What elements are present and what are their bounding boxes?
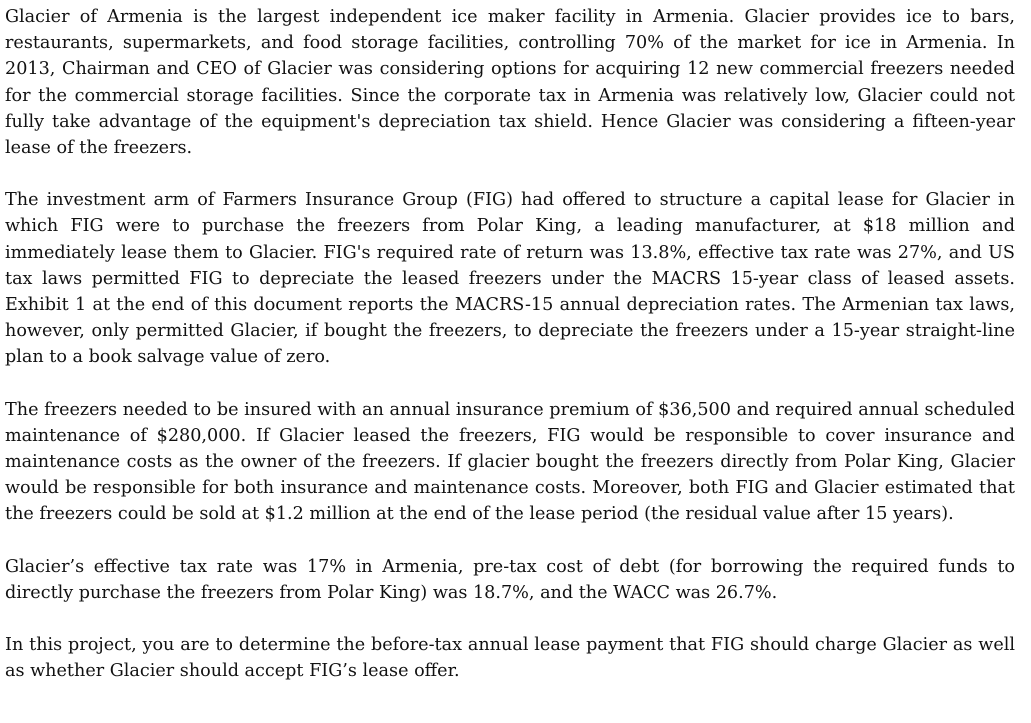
paragraph-insurance-maintenance: The freezers needed to be insured with an annual insurance premium of $36,500 and required annual scheduled maintenance of $280,000. If Glacier leased the freezers, FIG would be responsible to cover insurance and maintenance costs as the owner of the freezers. If glacier bought the freezers directly from Polar King, Glacier would be responsible for both insurance and maintenance costs. Moreover, both FIG and Glacier estimated that the freezers could be sold at $1.2 million at the end of the lease period (the residual value after 15 years).	[5, 399, 1015, 525]
document-body	[5, 4, 1015, 684]
paragraph-lease-offer: The investment arm of Farmers Insurance Group (FIG) had offered to structure a capital lease for Glacier in which FIG were to purchase the freezers from Polar King, a leading manufacturer, at $18 million and immediately lease them to Glacier. FIG's required rate of return was 13.8%, effective tax rate was 27%, and US tax laws permitted FIG to depreciate the leased freezers under the MACRS 15-year class of leased assets. Exhibit 1 at the end of this document reports the MACRS-15 annual depreciation rates. The Armenian tax laws, however, only permitted Glacier, if bought the freezers, to depreciate the freezers under a 15-year straight-line plan to a book salvage value of zero.	[5, 190, 1015, 368]
paragraph-tax-and-cost-of-capital: Glacier’s effective tax rate was 17% in Armenia, pre-tax cost of debt (for borrowing the required funds to directly purchase the freezers from Polar King) was 18.7%, and the WACC was 26.7%.	[5, 556, 1015, 603]
paragraph-company-overview: Glacier of Armenia is the largest independent ice maker facility in Armenia. Glacier provides ice to bars, restaurants, supermarkets, and food storage facilities, controlling 70% of the market for ice in Armenia. In 2013, Chairman and CEO of Glacier was considering options for acquiring 12 new commercial freezers needed for the commercial storage facilities. Since the corporate tax in Armenia was relatively low, Glacier could not fully take advantage of the equipment's depreciation tax shield. Hence Glacier was considering a fifteen-year lease of the freezers.	[5, 7, 1015, 159]
paragraph-project-task: In this project, you are to determine the before-tax annual lease payment that FIG should charge Glacier as well as whether Glacier should accept FIG’s lease offer.	[5, 635, 1015, 682]
